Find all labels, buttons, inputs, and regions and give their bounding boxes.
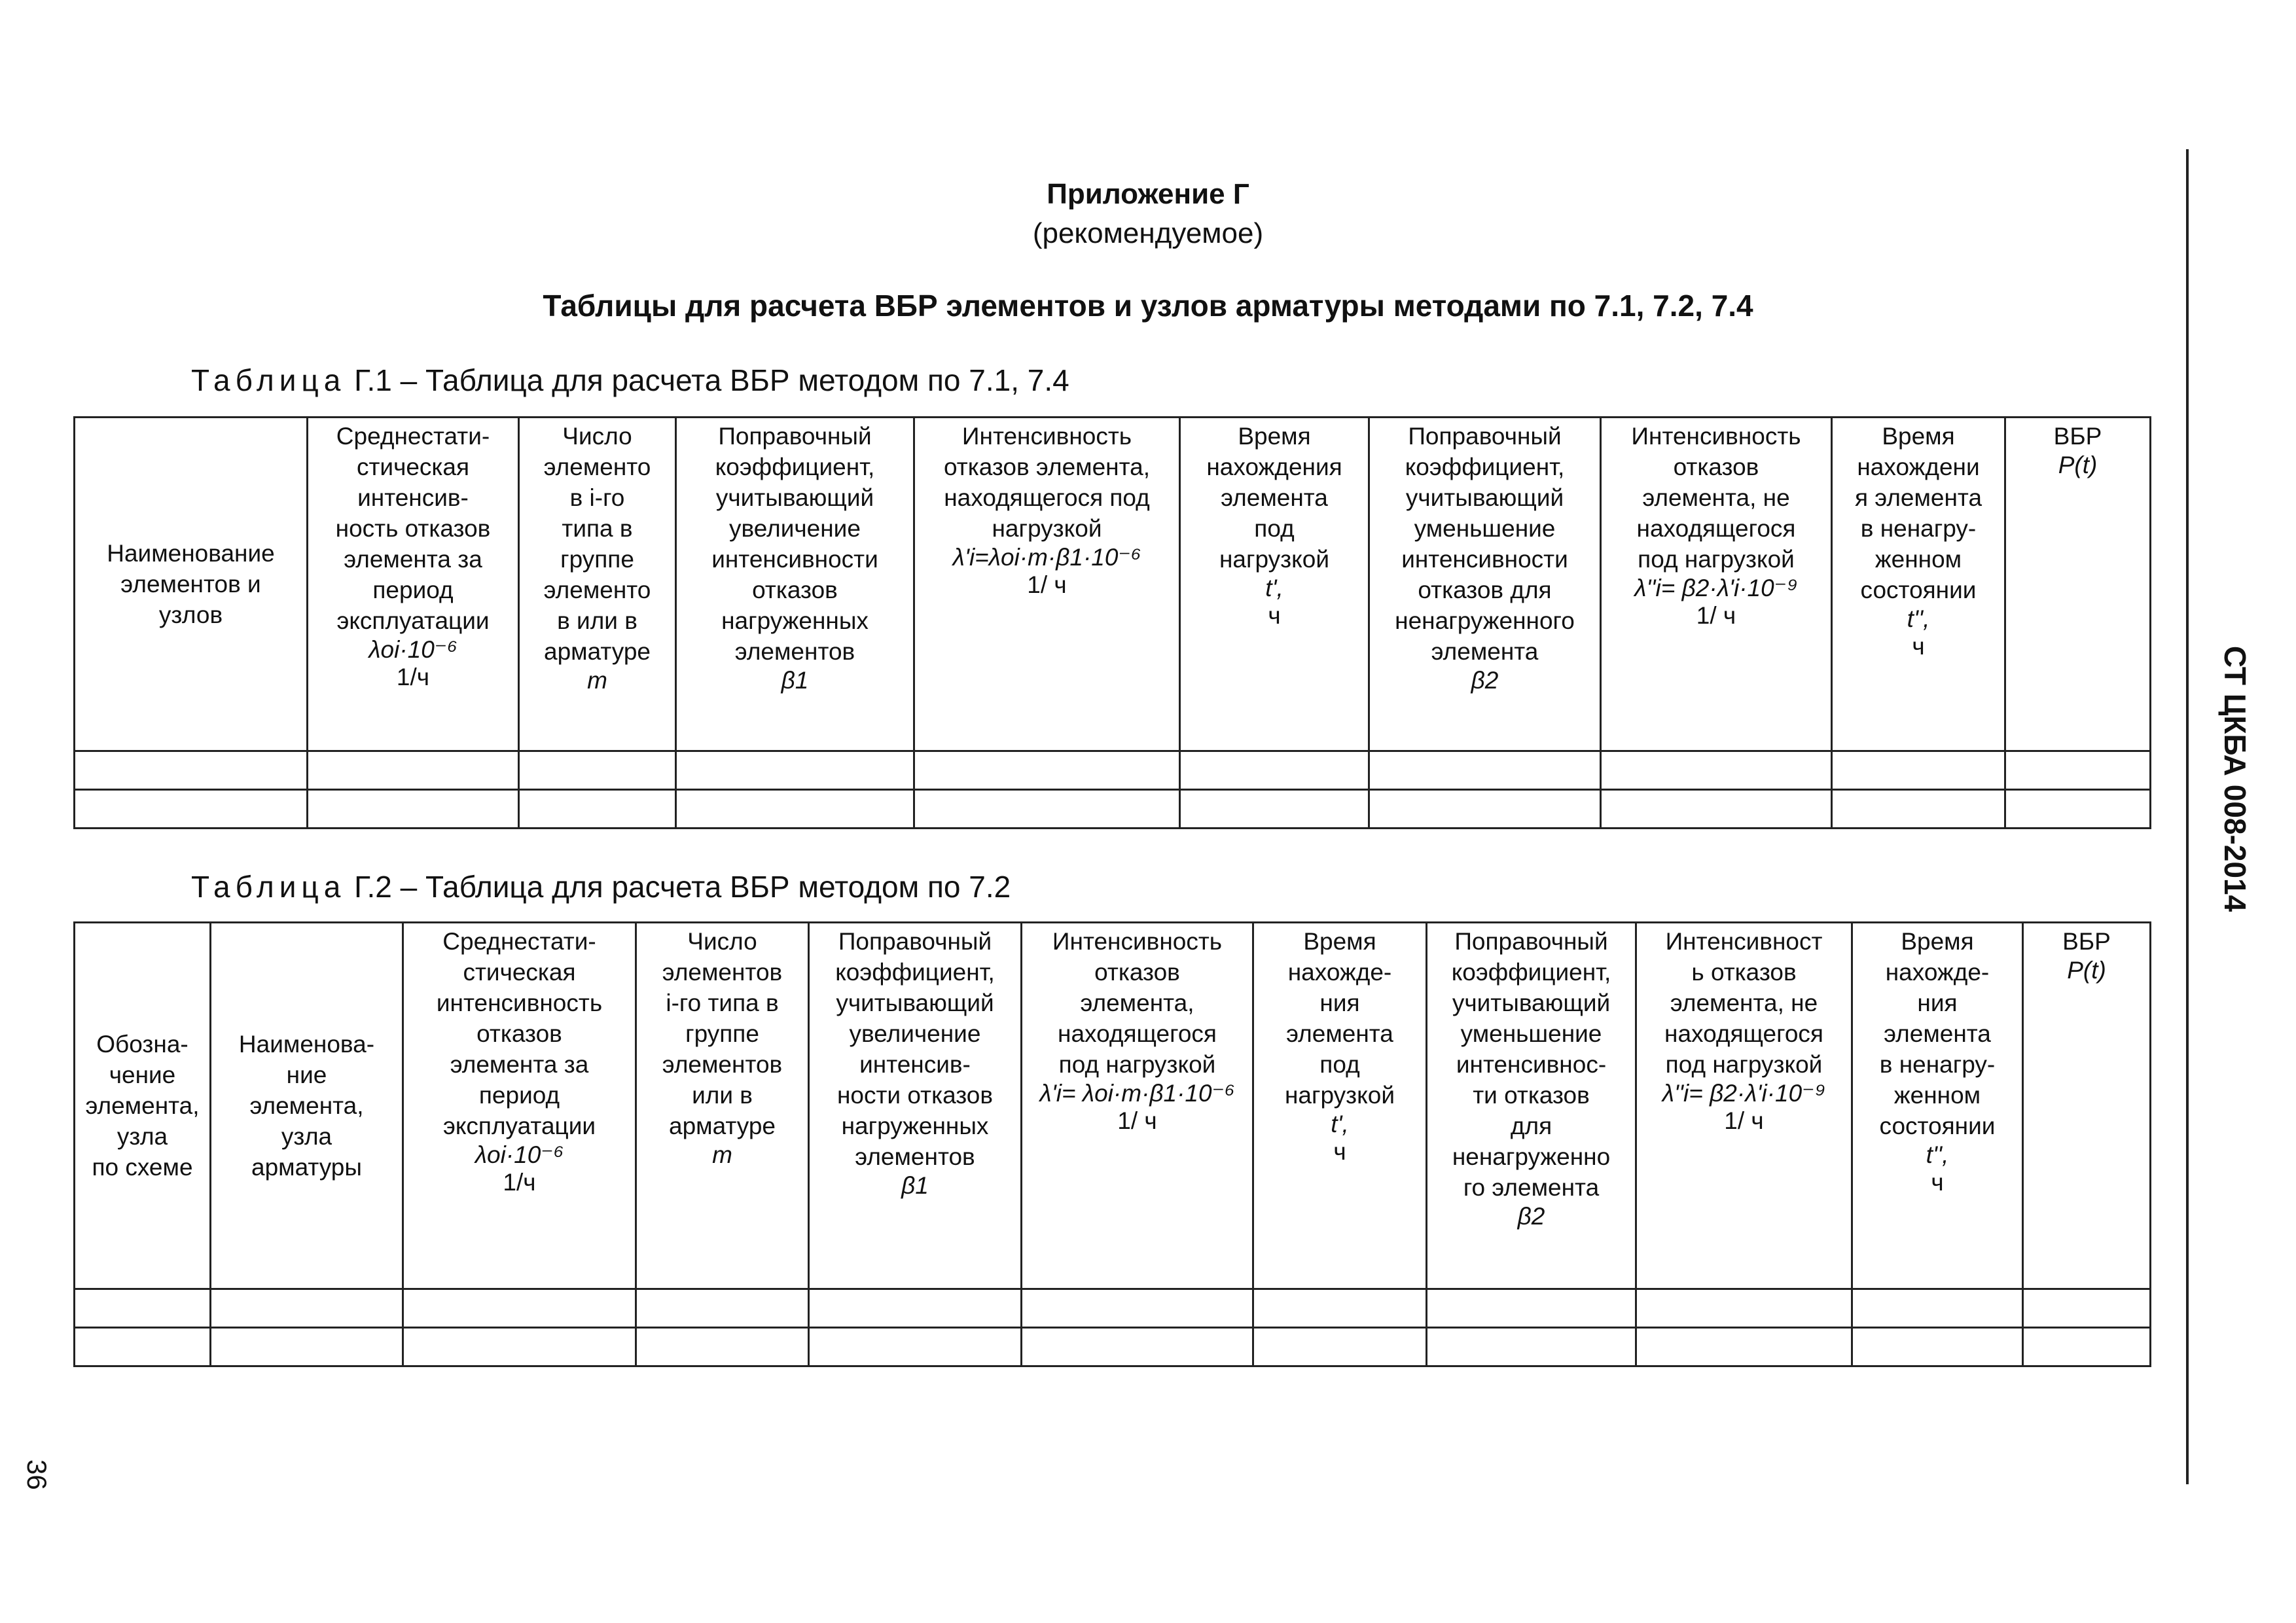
- header-cell: [1601, 418, 1832, 751]
- header-symbol-formula: t',: [1331, 1111, 1349, 1137]
- table2: [73, 921, 2151, 1367]
- table-cell: [1852, 1289, 2023, 1328]
- header-label: Время нахождени я элемента в ненагру- женном состоянии: [1854, 423, 1982, 603]
- header-label: Среднестати- стическая интенсив- ность отказов элемента за период эксплуатации: [335, 423, 491, 634]
- header-cell: [1253, 923, 1427, 1289]
- header-symbol: [312, 636, 514, 694]
- table-cell: [75, 751, 308, 790]
- table-cell: [519, 751, 676, 790]
- table-cell: [1369, 790, 1601, 829]
- table-cell: [676, 790, 914, 829]
- header-cell: [1427, 923, 1636, 1289]
- header-symbol-formula: λoi·10⁻⁶: [475, 1141, 564, 1168]
- header-label: Время нахожде- ния элемента в ненагру- женном состоянии: [1879, 928, 1996, 1139]
- table2-header-row: [75, 923, 2151, 1289]
- table-row: [75, 790, 2151, 829]
- header-symbol-formula: λ'i= λoi·m·β1·10⁻⁶: [1039, 1080, 1235, 1107]
- header-unit: 1/ ч: [1117, 1107, 1157, 1134]
- header-label: Обозна- чение элемента, узла по схеме: [85, 1031, 200, 1181]
- header-unit: ч: [1931, 1169, 1944, 1196]
- header-cell: [1180, 418, 1369, 751]
- header-unit: 1/ч: [396, 664, 430, 690]
- header-unit: ч: [1912, 633, 1925, 660]
- header-cell: [809, 923, 1022, 1289]
- table-cell: [308, 790, 519, 829]
- table-cell: [1022, 1328, 1253, 1366]
- header-cell: [1022, 923, 1253, 1289]
- table-cell: [1253, 1328, 1427, 1366]
- header-symbol-formula: λ'i=λoi·m·β1·10⁻⁶: [952, 544, 1141, 571]
- header-cell: [211, 923, 403, 1289]
- header-symbol: [681, 667, 909, 697]
- header-unit: 1/ч: [503, 1169, 536, 1196]
- header-cell: [1852, 923, 2023, 1289]
- header-label: Время нахожде- ния элемента под нагрузкой: [1285, 928, 1395, 1109]
- header-label: Наименова- ние элемента, узла арматуры: [238, 1031, 375, 1181]
- margin-rule: [2186, 149, 2189, 1484]
- table2-caption: [191, 869, 1011, 904]
- header-symbol-formula: β2: [1517, 1203, 1545, 1230]
- table-cell: [914, 790, 1180, 829]
- header-cell: [519, 418, 676, 751]
- table-cell: [914, 751, 1180, 790]
- document-code-text: СТ ЦКБА 008-2014: [2218, 645, 2252, 912]
- header-label: Число элементо в i-го типа в группе элементо в или в арматуре: [543, 423, 651, 665]
- table-cell: [308, 751, 519, 790]
- header-symbol-formula: β1: [781, 667, 809, 694]
- table-cell: [1022, 1289, 1253, 1328]
- header-symbol-formula: β2: [1471, 667, 1499, 694]
- table-cell: [1427, 1289, 1636, 1328]
- header-symbol-formula: λ''i= β2·λ'i·10⁻⁹: [1634, 575, 1798, 601]
- table1-caption: [191, 363, 1069, 398]
- table-row: [75, 1328, 2151, 1366]
- header-symbol: [814, 1172, 1016, 1202]
- header-label: ВБР: [2062, 928, 2111, 955]
- header-symbol: [1641, 1080, 1847, 1137]
- table-cell: [636, 1289, 809, 1328]
- table-cell: [809, 1328, 1022, 1366]
- header-cell: [1636, 923, 1852, 1289]
- header-symbol-formula: P(t): [2067, 957, 2106, 984]
- header-label: Поправочный коэффициент, учитывающий увеличение интенсив- ности отказов нагруженных элементов: [835, 928, 995, 1170]
- table-cell: [636, 1328, 809, 1366]
- appendix-title: Приложение Г: [1047, 178, 1249, 210]
- table-cell: [1601, 751, 1832, 790]
- table-cell: [2023, 1289, 2151, 1328]
- table1-caption-word: Таблица: [191, 363, 346, 397]
- table-cell: [75, 790, 308, 829]
- header-symbol: [1857, 1141, 2018, 1199]
- header-symbol-formula: m: [587, 667, 607, 694]
- header-symbol-formula: λoi·10⁻⁶: [368, 636, 457, 663]
- table-cell: [1427, 1328, 1636, 1366]
- table-cell: [1832, 790, 2005, 829]
- header-cell: [2023, 923, 2151, 1289]
- header-symbol: [641, 1141, 804, 1171]
- header-label: Среднестати- стическая интенсивность отказов элемента за период эксплуатации: [436, 928, 603, 1139]
- table-row: [75, 1289, 2151, 1328]
- header-label: Интенсивность отказов элемента, находящегося под нагрузкой: [943, 423, 1150, 542]
- header-label: Интенсивность отказов элемента, не находящегося под нагрузкой: [1631, 423, 1801, 573]
- table-cell: [1636, 1328, 1852, 1366]
- header-unit: 1/ ч: [1724, 1107, 1764, 1134]
- table-cell: [1832, 751, 2005, 790]
- table-cell: [1180, 790, 1369, 829]
- header-symbol: [524, 667, 671, 697]
- table2-caption-word: Таблица: [191, 870, 346, 904]
- header-symbol-formula: t',: [1265, 575, 1283, 601]
- table-cell: [2023, 1328, 2151, 1366]
- table-cell: [1180, 751, 1369, 790]
- appendix-subtitle: (рекомендуемое): [1032, 217, 1264, 249]
- header-symbol-formula: t'',: [1907, 605, 1930, 632]
- header-cell: [676, 418, 914, 751]
- table-cell: [519, 790, 676, 829]
- header-symbol: [1431, 1203, 1631, 1233]
- header-symbol: [1837, 605, 2000, 663]
- header-cell: [2005, 418, 2151, 751]
- table-row: [75, 751, 2151, 790]
- header-label: Поправочный коэффициент, учитывающий уменьшение интенсивности отказов для ненагруженного элемента: [1395, 423, 1575, 665]
- header-label: Число элементов i-го типа в группе элементов или в арматуре: [662, 928, 783, 1139]
- header-symbol: [1374, 667, 1596, 697]
- header-symbol-formula: P(t): [2058, 452, 2098, 478]
- table1-caption-text: Г.1 – Таблица для расчета ВБР методом по 7.1, 7.4: [346, 363, 1069, 397]
- header-cell: [308, 418, 519, 751]
- table-cell: [1253, 1289, 1427, 1328]
- table-cell: [403, 1328, 636, 1366]
- header-cell: [636, 923, 809, 1289]
- appendix-heading: Таблицы для расчета ВБР элементов и узлов арматуры методами по 7.1, 7.2, 7.4: [543, 289, 1753, 323]
- table-cell: [1636, 1289, 1852, 1328]
- table-cell: [211, 1328, 403, 1366]
- header-unit: 1/ ч: [1696, 602, 1736, 629]
- header-symbol-formula: t'',: [1926, 1141, 1949, 1168]
- table-cell: [75, 1328, 211, 1366]
- header-label: Время нахождения элемента под нагрузкой: [1206, 423, 1342, 573]
- header-cell: [75, 418, 308, 751]
- table-cell: [75, 1289, 211, 1328]
- header-cell: [1832, 418, 2005, 751]
- header-cell: [1369, 418, 1601, 751]
- header-label: Интенсивност ь отказов элемента, не находящегося под нагрузкой: [1664, 928, 1823, 1078]
- header-unit: 1/ ч: [1027, 571, 1067, 598]
- header-unit: ч: [1268, 602, 1281, 629]
- header-symbol-formula: m: [712, 1141, 732, 1168]
- table-cell: [676, 751, 914, 790]
- header-symbol: [919, 544, 1175, 601]
- table-cell: [1601, 790, 1832, 829]
- table-cell: [1852, 1328, 2023, 1366]
- header-symbol: [1258, 1111, 1422, 1168]
- header-unit: ч: [1333, 1138, 1346, 1165]
- table-cell: [2005, 751, 2151, 790]
- header-symbol: [2010, 452, 2145, 482]
- header-label: Поправочный коэффициент, учитывающий увеличение интенсивности отказов нагруженных элементов: [711, 423, 878, 665]
- header-label: Наименование элементов и узлов: [107, 540, 275, 628]
- table-cell: [2005, 790, 2151, 829]
- table2-caption-text: Г.2 – Таблица для расчета ВБР методом по 7.2: [346, 870, 1011, 904]
- table1-header-row: [75, 418, 2151, 751]
- table-cell: [1369, 751, 1601, 790]
- header-label: Интенсивность отказов элемента, находящегося под нагрузкой: [1052, 928, 1223, 1078]
- header-cell: [403, 923, 636, 1289]
- header-symbol: [408, 1141, 631, 1199]
- header-symbol: [2028, 957, 2145, 987]
- header-symbol: [1185, 575, 1364, 632]
- header-cell: [914, 418, 1180, 751]
- table-cell: [809, 1289, 1022, 1328]
- page-number: 36: [22, 1459, 52, 1490]
- table-cell: [211, 1289, 403, 1328]
- header-symbol: [1026, 1080, 1248, 1137]
- header-cell: [75, 923, 211, 1289]
- header-symbol-formula: λ''i= β2·λ'i·10⁻⁹: [1662, 1080, 1826, 1107]
- table-cell: [403, 1289, 636, 1328]
- header-label: Поправочный коэффициент, учитывающий уменьшение интенсивнос- ти отказов для ненагруженно го элемента: [1451, 928, 1611, 1201]
- header-symbol-formula: β1: [901, 1172, 929, 1199]
- table1: [73, 416, 2151, 829]
- header-label: ВБР: [2053, 423, 2102, 450]
- header-symbol: [1605, 575, 1827, 632]
